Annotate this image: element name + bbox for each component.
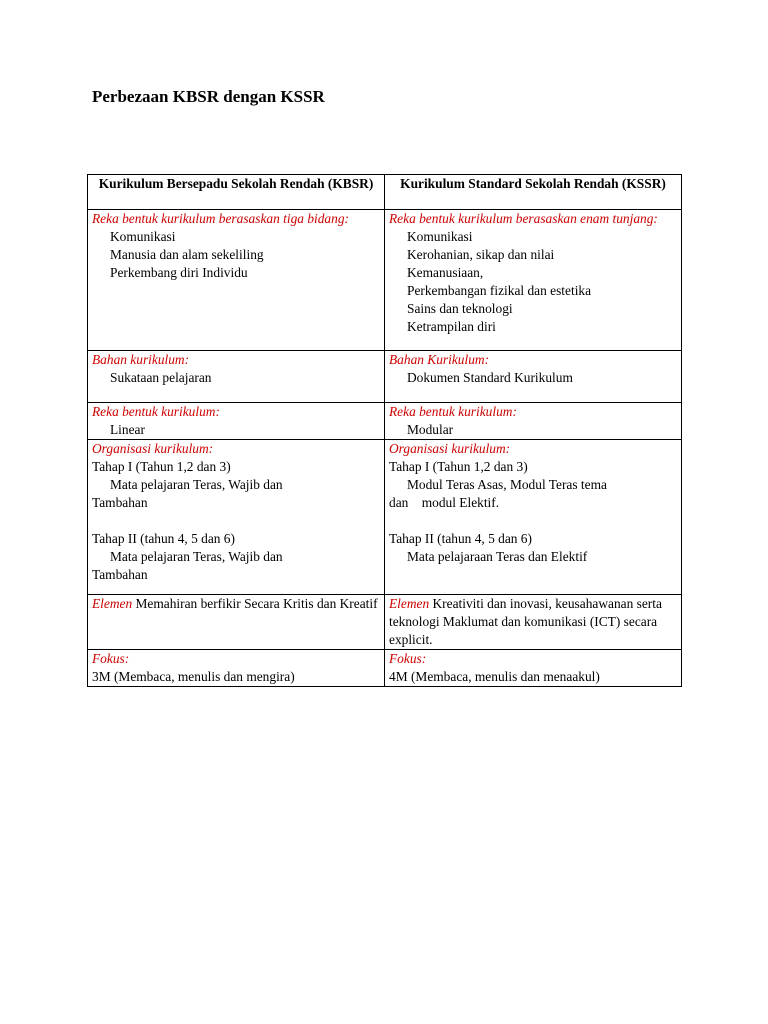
cell-kbsr-material — [88, 351, 385, 403]
header-kbsr: Kurikulum Bersepadu Sekolah Rendah (KBSR) — [88, 175, 385, 210]
stage-detail: Modul Teras Asas, Modul Teras tema — [407, 477, 607, 492]
cell-kssr-focus — [385, 650, 682, 687]
list-item: Perkembang diri Individu — [110, 265, 248, 280]
label-kbsr-organisation: Organisasi kurikulum: — [92, 441, 214, 456]
stage-detail: Tambahan — [92, 495, 148, 510]
label-kbsr-material: Bahan kurikulum: — [92, 352, 190, 367]
value-kssr-element: Kreativiti dan inovasi, keusahawanan serta teknologi Maklumat dan komunikasi (ICT) secara explicit. — [389, 596, 662, 647]
label-kssr-element: Elemen — [389, 596, 430, 611]
stage-detail: Mata pelajaraan Teras dan Elektif — [407, 549, 588, 564]
cell-kssr-form — [385, 403, 682, 440]
label-kbsr-design: Reka bentuk kurikulum berasaskan tiga bidang: — [92, 211, 349, 226]
value-kbsr-focus: 3M (Membaca, menulis dan mengira) — [92, 669, 295, 684]
list-item: Komunikasi — [110, 229, 176, 244]
table-row-design — [88, 210, 682, 351]
stage-detail: Mata pelajaran Teras, Wajib dan — [110, 549, 283, 564]
stage-detail: Tambahan — [92, 567, 148, 582]
label-kssr-form: Reka bentuk kurikulum: — [389, 404, 517, 419]
cell-kbsr-focus — [88, 650, 385, 687]
label-kssr-design: Reka bentuk kurikulum berasaskan enam tunjang: — [389, 211, 658, 226]
list-item: Sains dan teknologi — [407, 301, 513, 316]
stage-detail: Mata pelajaran Teras, Wajib dan — [110, 477, 283, 492]
list-item: Perkembangan fizikal dan estetika — [407, 283, 592, 298]
table-header-row — [88, 175, 682, 210]
cell-kssr-organisation — [385, 440, 682, 595]
cell-kbsr-design — [88, 210, 385, 351]
table-row-form — [88, 403, 682, 440]
label-kssr-material: Bahan Kurikulum: — [389, 352, 490, 367]
table-row-organisation — [88, 440, 682, 595]
label-kssr-focus: Fokus: — [389, 651, 427, 666]
value-kssr-material: Dokumen Standard Kurikulum — [407, 370, 573, 385]
stage-detail: dan modul Elektif. — [389, 495, 500, 510]
cell-kssr-element — [385, 595, 682, 650]
table-row-focus — [88, 650, 682, 687]
cell-kssr-design — [385, 210, 682, 351]
stage-label: Tahap II (tahun 4, 5 dan 6) — [92, 531, 235, 546]
stage-label: Tahap I (Tahun 1,2 dan 3) — [92, 459, 231, 474]
value-kssr-focus: 4M (Membaca, menulis dan menaakul) — [389, 669, 600, 684]
cell-kbsr-element — [88, 595, 385, 650]
value-kbsr-material: Sukataan pelajaran — [110, 370, 212, 385]
label-kssr-organisation: Organisasi kurikulum: — [389, 441, 511, 456]
cell-kssr-material — [385, 351, 682, 403]
header-kssr: Kurikulum Standard Sekolah Rendah (KSSR) — [385, 175, 682, 210]
cell-kbsr-organisation — [88, 440, 385, 595]
value-kssr-form: Modular — [407, 422, 454, 437]
list-item: Manusia dan alam sekeliling — [110, 247, 264, 262]
list-item: Kerohanian, sikap dan nilai — [407, 247, 555, 262]
cell-kbsr-form — [88, 403, 385, 440]
stage-label: Tahap II (tahun 4, 5 dan 6) — [389, 531, 532, 546]
label-kbsr-element: Elemen — [92, 596, 133, 611]
value-kbsr-form: Linear — [110, 422, 145, 437]
stage-label: Tahap I (Tahun 1,2 dan 3) — [389, 459, 528, 474]
list-item: Ketrampilan diri — [407, 319, 496, 334]
table-row-material — [88, 351, 682, 403]
value-kbsr-element: Memahiran berfikir Secara Kritis dan Kreatif — [132, 596, 378, 611]
comparison-table — [87, 174, 682, 687]
label-kbsr-focus: Fokus: — [92, 651, 130, 666]
page-title: Perbezaan KBSR dengan KSSR — [92, 87, 325, 106]
table-row-element — [88, 595, 682, 650]
list-item: Kemanusiaan, — [407, 265, 484, 280]
list-item: Komunikasi — [407, 229, 473, 244]
label-kbsr-form: Reka bentuk kurikulum: — [92, 404, 220, 419]
